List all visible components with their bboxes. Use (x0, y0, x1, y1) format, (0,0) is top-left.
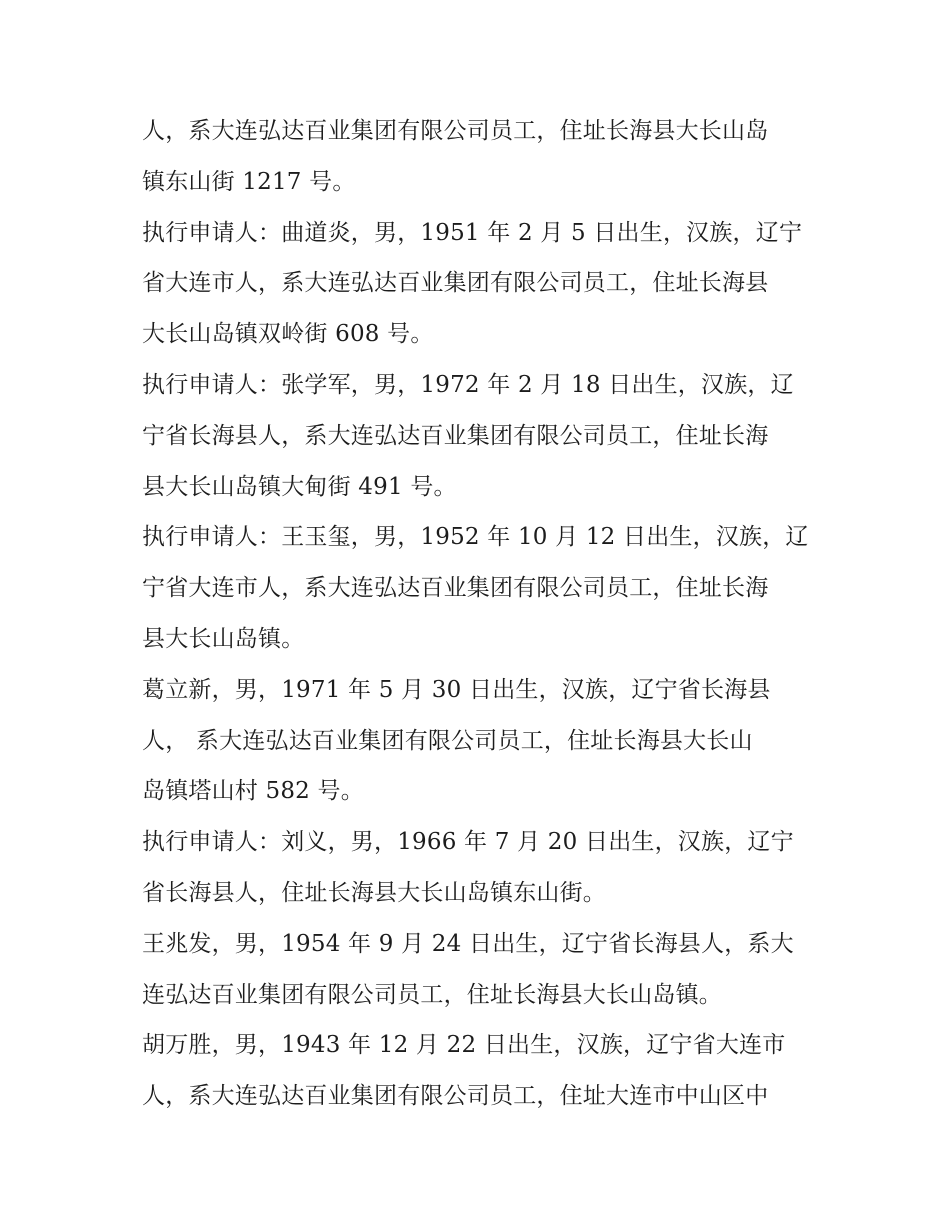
text-line: 连弘达百业集团有限公司员工，住址长海县大长山岛镇。 (142, 981, 722, 1008)
text-line: 胡万胜，男，1943 年 12 月 22 日出生，汉族，辽宁省大连市 (142, 1032, 786, 1059)
text-line: 执行申请人：张学军，男，1972 年 2 月 18 日出生，汉族，辽 (142, 371, 794, 398)
text-line: 执行申请人：刘义，男，1966 年 7 月 20 日出生，汉族，辽宁 (142, 829, 794, 856)
text-line: 葛立新，男，1971 年 5 月 30 日出生，汉族，辽宁省长海县 (142, 676, 771, 703)
text-line: 人， 系大连弘达百业集团有限公司员工，住址长海县大长山 (142, 727, 753, 754)
text-line: 王兆发，男，1954 年 9 月 24 日出生，辽宁省长海县人，系大 (142, 930, 794, 957)
document-body (142, 106, 822, 1122)
text-line: 宁省大连市人，系大连弘达百业集团有限公司员工，住址长海 (142, 575, 769, 602)
text-line: 执行申请人：王玉玺，男，1952 年 10 月 12 日出生，汉族，辽 (142, 524, 809, 551)
text-line: 岛镇塔山村 582 号。 (142, 778, 364, 805)
text-line: 大长山岛镇双岭街 608 号。 (142, 321, 434, 348)
text-line: 人，系大连弘达百业集团有限公司员工，住址大连市中山区中 (142, 1083, 769, 1110)
text-line: 镇东山街 1217 号。 (142, 168, 356, 195)
text-line: 宁省长海县人，系大连弘达百业集团有限公司员工，住址长海 (142, 422, 769, 449)
text-line: 省大连市人，系大连弘达百业集团有限公司员工，住址长海县 (142, 270, 769, 297)
text-line: 省长海县人，住址长海县大长山岛镇东山街。 (142, 879, 606, 906)
text-line: 县大长山岛镇大甸街 491 号。 (142, 473, 457, 500)
text-line: 人，系大连弘达百业集团有限公司员工，住址长海县大长山岛 (142, 118, 769, 144)
text-line: 县大长山岛镇。 (142, 625, 305, 652)
text-line: 执行申请人：曲道炎，男，1951 年 2 月 5 日出生，汉族，辽宁 (142, 219, 803, 246)
